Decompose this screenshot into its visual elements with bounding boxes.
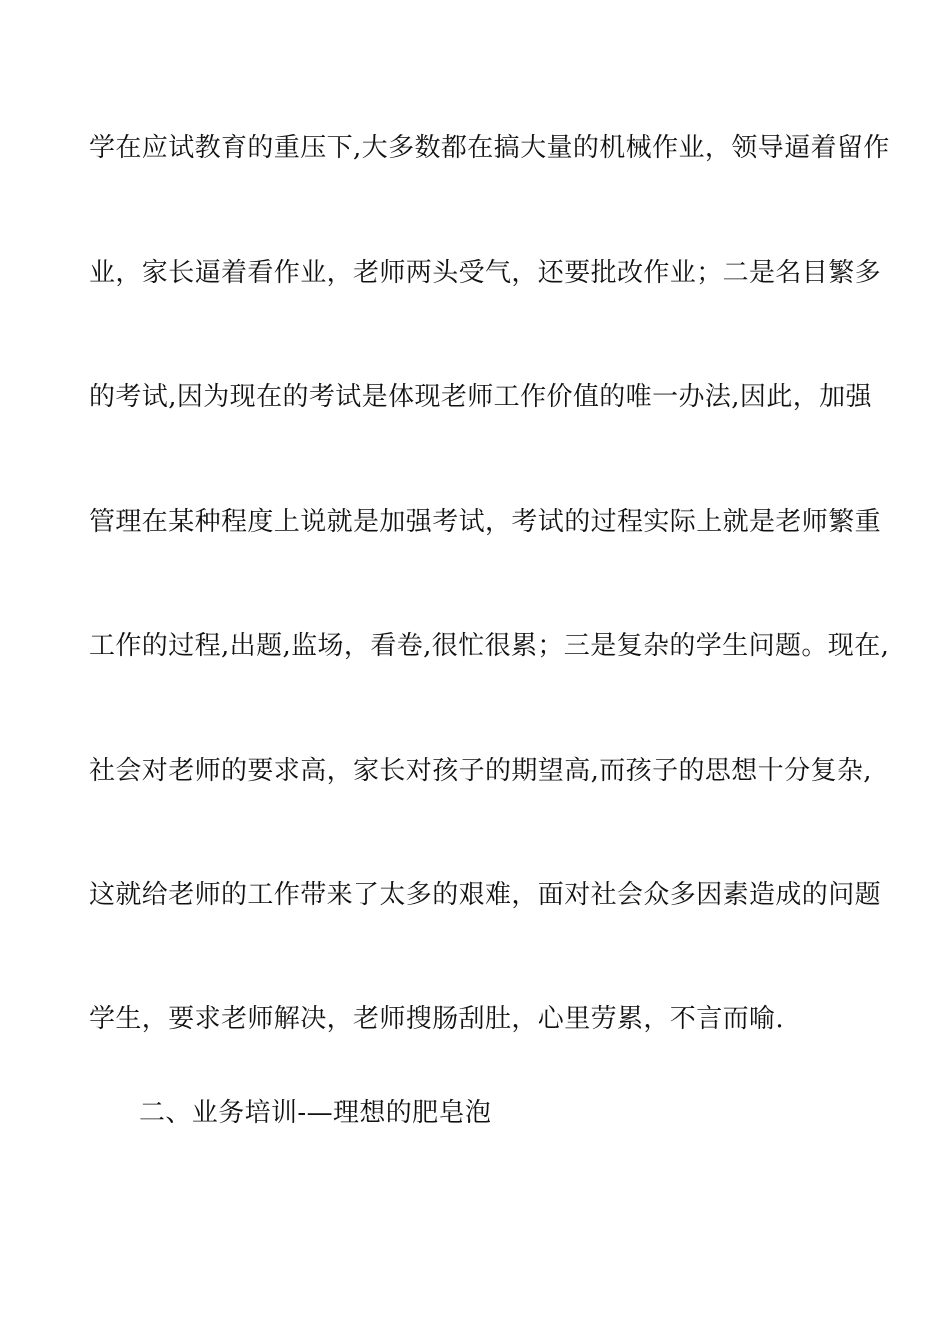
paragraph-line-1: 学在应试教育的重压下,大多数都在搞大量的机械作业，领导逼着留作 <box>89 133 890 163</box>
paragraph-line-8: 学生，要求老师解决，老师搜肠刮肚，心里劳累，不言而喻. <box>89 1004 785 1034</box>
paragraph-line-7: 这就给老师的工作带来了太多的艰难，面对社会众多因素造成的问题 <box>89 880 882 910</box>
paragraph-line-6: 社会对老师的要求高，家长对孩子的期望高,而孩子的思想十分复杂, <box>89 756 872 786</box>
paragraph-line-2: 业，家长逼着看作业，老师两头受气，还要批改作业；二是名目繁多 <box>89 258 882 288</box>
section-heading: 二、业务培训-—理想的肥皂泡 <box>139 1098 492 1128</box>
paragraph-line-4: 管理在某种程度上说就是加强考试，考试的过程实际上就是老师繁重 <box>89 507 882 537</box>
paragraph-line-5: 工作的过程,出题,监场，看卷,很忙很累；三是复杂的学生问题。现在, <box>89 631 890 661</box>
paragraph-line-3: 的考试,因为现在的考试是体现老师工作价值的唯一办法,因此，加强 <box>89 382 872 412</box>
